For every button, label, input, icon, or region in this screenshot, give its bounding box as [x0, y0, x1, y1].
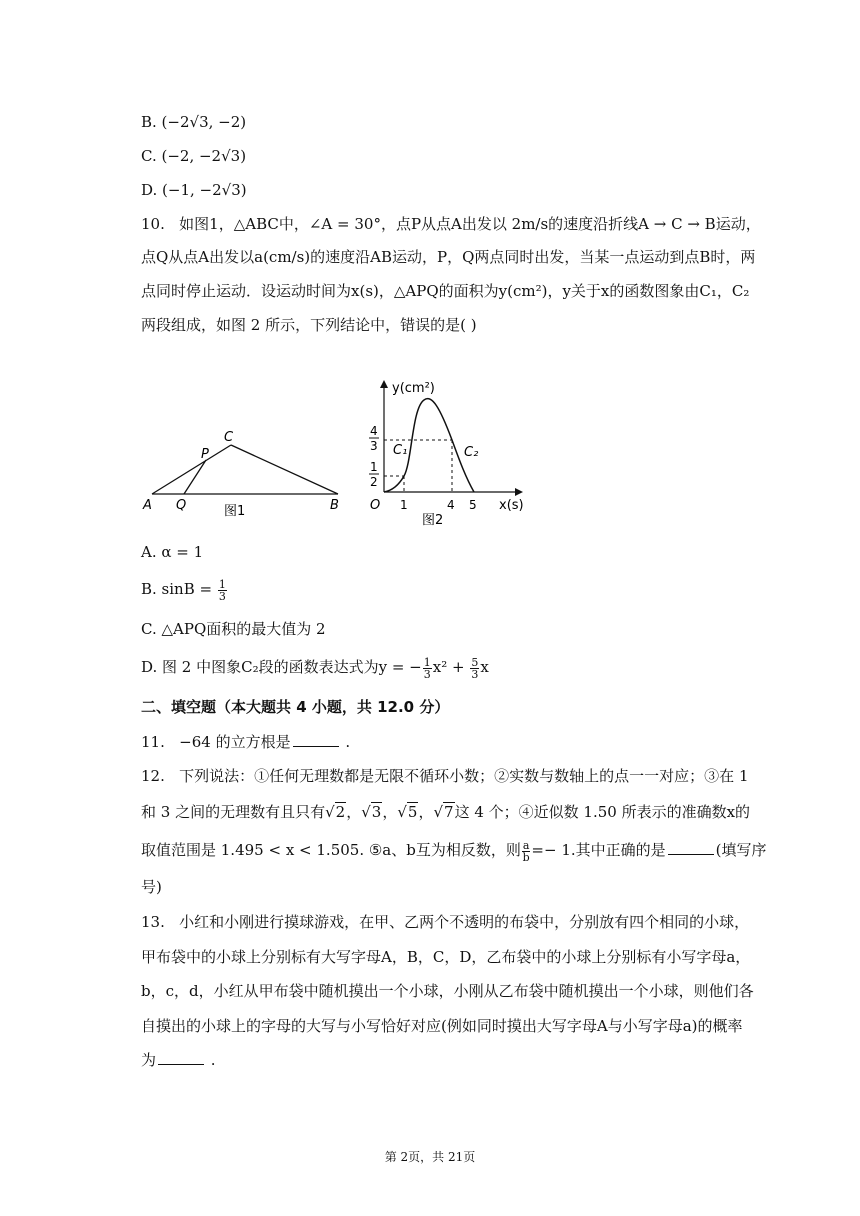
- fig2-y-tick-4-3-den: 3: [370, 439, 378, 453]
- q11-line: [141, 731, 350, 753]
- q12-line-4: 号): [141, 878, 162, 896]
- q12-line-1: [141, 765, 749, 787]
- option-c-q9: C. (−2, −2√3): [141, 147, 247, 165]
- fig2-caption: 图2: [422, 513, 444, 528]
- fig2-y-tick-4-3-num: 4: [370, 424, 378, 438]
- fig2-x-axis-label: x(s): [499, 498, 524, 513]
- q13-number: 13.: [141, 913, 165, 931]
- q12-line-2: 和 3 之间的无理数有且只有√2，√3，√5，√7这 4 个；④近似数 1.50 所表示的准确数x的: [141, 803, 751, 821]
- fig1-label-b: B: [330, 498, 339, 513]
- q12-sqrt-3: √3: [361, 803, 382, 821]
- section-2-title: 二、填空题（本大题共 4 小题，共 12.0 分）: [141, 698, 450, 716]
- fig2-curve-label-c1: C₁: [393, 443, 408, 458]
- q12-text-2b: 这 4 个；④近似数 1.50 所表示的准确数x的: [454, 803, 751, 821]
- q12-text-3b: =− 1.其中正确的是: [531, 841, 666, 859]
- option-b-q9: B. (−2√3, −2): [141, 113, 247, 131]
- fig2-x-tick-5: 5: [469, 498, 477, 512]
- fig2-y-tick-1-2-num: 1: [370, 460, 378, 474]
- fig2-y-tick-1-2-den: 2: [370, 475, 378, 489]
- fig2-x-tick-1: 1: [400, 498, 408, 512]
- q10-option-d-prefix: D. 图 2 中图象C₂段的函数表达式为y = −: [141, 658, 422, 676]
- page-footer: 第 2页，共 21页: [384, 1150, 476, 1164]
- q10-option-d-fraction-1: $\frac{1}{3}$: [423, 655, 431, 681]
- q12-line-3: [141, 839, 767, 863]
- q13-text-5b: .: [206, 1051, 216, 1069]
- q12-sqrt-7: √7: [433, 803, 454, 821]
- fig1-caption: 图1: [224, 504, 246, 519]
- q10-line-4: 两段组成，如图 2 所示，下列结论中，错误的是( ): [141, 316, 477, 334]
- q10-line-3: 点同时停止运动．设运动时间为x(s)，△APQ的面积为y(cm²)，y关于x的函数图象由C₁，C₂: [141, 282, 750, 300]
- q10-option-b-prefix: B. sinB =: [141, 580, 217, 598]
- q13-answer-blank[interactable]: [158, 1050, 204, 1065]
- figure-1-triangle: [140, 398, 350, 520]
- q10-option-b: [141, 578, 228, 602]
- q12-number: 12.: [141, 767, 165, 785]
- fig1-label-a: A: [143, 498, 152, 513]
- q10-option-a: A. α = 1: [141, 543, 204, 561]
- q13-line-3: b，c，d，小红从甲布袋中随机摸出一个小球，小刚从乙布袋中随机摸出一个小球，则他们各: [141, 982, 754, 1000]
- q11-text-end: .: [340, 733, 351, 751]
- q12-answer-blank[interactable]: [668, 840, 714, 855]
- q13-line-4: 自摸出的小球上的字母的大写与小写恰好对应(例如同时摸出大写字母A与小写字母a)的概率: [141, 1017, 743, 1035]
- q10-line-1: [141, 213, 761, 235]
- q13-text-5a: 为: [141, 1051, 157, 1069]
- fig2-x-tick-4: 4: [447, 498, 455, 512]
- q12-text-2a: 和 3 之间的无理数有且只有: [141, 803, 326, 821]
- q10-option-d-end: x: [480, 658, 489, 676]
- q13-line-5: [141, 1049, 216, 1071]
- q10-text-1: 如图1，△ABC中，∠A = 30°，点P从点A出发以 2m/s的速度沿折线A → C → B运动，: [179, 215, 761, 233]
- q10-option-b-fraction: $\frac{1}{3}$: [218, 577, 226, 603]
- fig1-label-p: P: [201, 447, 209, 462]
- q13-line-2: 甲布袋中的小球上分别标有大写字母A，B，C，D，乙布袋中的小球上分别标有小写字母a，: [141, 948, 751, 966]
- q13-text-1: 小红和小刚进行摸球游戏，在甲、乙两个不透明的布袋中，分别放有四个相同的小球，: [179, 913, 750, 931]
- fig2-y-axis-label: y(cm²): [392, 381, 435, 396]
- fig1-label-q: Q: [176, 498, 187, 513]
- fig1-label-c: C: [224, 430, 234, 445]
- q10-option-d-fraction-2: $\frac{5}{3}$: [471, 655, 479, 681]
- q10-option-d: [141, 656, 489, 680]
- figure-2-graph: [360, 378, 530, 530]
- option-d-q9: D. (−1, −2√3): [141, 181, 247, 199]
- q11-number: 11.: [141, 733, 165, 751]
- q11-answer-blank[interactable]: [293, 732, 339, 747]
- q10-line-2: 点Q从点A出发以a(cm/s)的速度沿AB运动，P，Q两点同时出发，当某一点运动到点B时，两: [141, 248, 756, 266]
- q12-text-3c: (填写序: [715, 841, 767, 859]
- q10-number: 10.: [141, 215, 165, 233]
- q12-text-1: 下列说法：①任何无理数都是无限不循环小数；②实数与数轴上的点一一对应；③在 1: [179, 767, 749, 785]
- fig2-origin: O: [370, 498, 381, 513]
- fig2-curve-label-c2: C₂: [464, 445, 479, 460]
- q12-sqrt-2: √2: [325, 803, 346, 821]
- q10-option-c: C. △APQ面积的最大值为 2: [141, 620, 326, 638]
- q12-fraction-a-b: $\frac{a}{b}$: [522, 838, 530, 864]
- q12-sqrt-5: √5: [397, 803, 418, 821]
- q13-line-1: [141, 911, 749, 933]
- q12-text-3a: 取值范围是 1.495 < x < 1.505. ⑤a、b互为相反数，则: [141, 841, 521, 859]
- q10-option-d-mid: x² +: [432, 658, 470, 676]
- q11-text: −64 的立方根是: [179, 733, 291, 751]
